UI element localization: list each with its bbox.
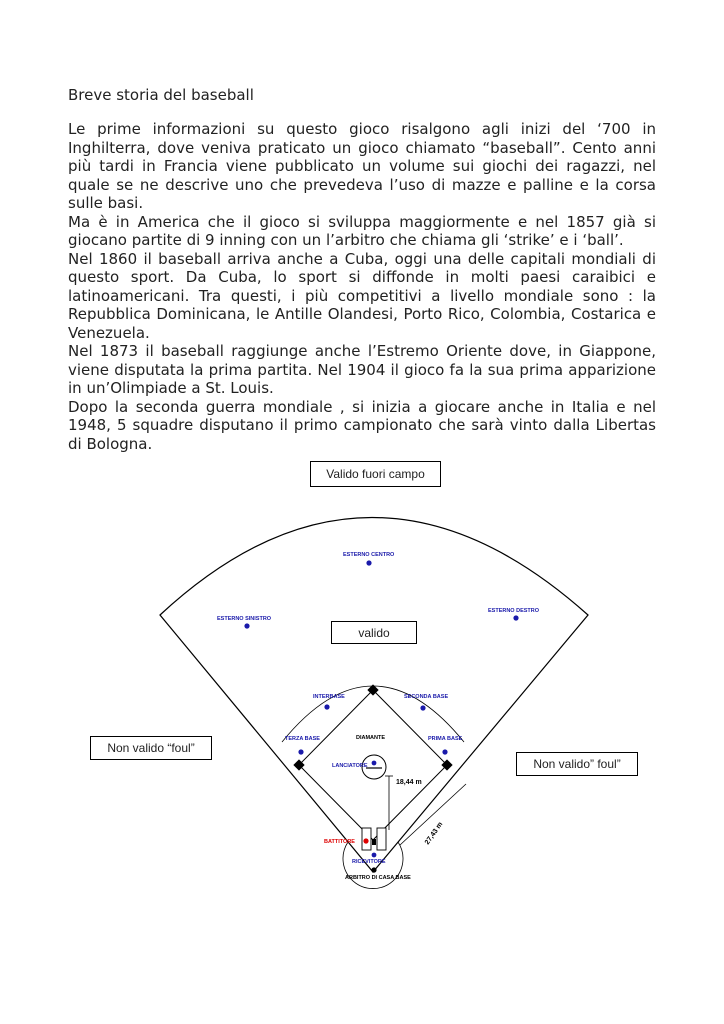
second-baseman-dot — [420, 705, 425, 710]
third-baseman-dot — [298, 749, 303, 754]
label-terza-base: TERZA BASE — [285, 736, 320, 742]
label-arbitro: ARBITRO DI CASA BASE — [345, 875, 411, 881]
home-plate-circle — [343, 842, 403, 889]
left-fielder-dot — [244, 623, 249, 628]
right-fielder-dot — [513, 615, 518, 620]
base-distance-label: 27,43 m — [423, 821, 445, 847]
shortstop-dot — [324, 704, 329, 709]
label-ricevitore: RICEVITORE — [352, 859, 386, 865]
box-valido: valido — [331, 621, 417, 644]
label-diamante: DIAMANTE — [356, 735, 386, 741]
label-lanciatore: LANCIATORE — [332, 763, 368, 769]
batter-box-right — [377, 828, 386, 850]
pitch-distance-label: 18,44 m — [396, 779, 422, 786]
pitcher-dot — [372, 761, 377, 766]
paragraph: Dopo la seconda guerra mondiale , si inizia a giocare anche in Italia e nel 1948, 5 squadre disputano il primo campionato che sarà vinto dalla Libertas di Bologna. — [68, 397, 656, 453]
label-esterno-sinistro: ESTERNO SINISTRO — [217, 616, 272, 622]
page-title: Breve storia del baseball — [68, 86, 254, 104]
center-fielder-dot — [366, 560, 371, 565]
batter-dot — [363, 838, 368, 843]
first-baseman-dot — [442, 749, 447, 754]
umpire-dot — [371, 867, 376, 872]
catcher-dot — [372, 853, 377, 858]
home-plate — [372, 839, 376, 845]
label-esterno-destro: ESTERNO DESTRO — [488, 608, 540, 614]
label-esterno-centro: ESTERNO CENTRO — [343, 552, 395, 558]
outfield-boundary — [160, 518, 588, 873]
paragraph: Ma è in America che il gioco si sviluppa maggiormente e nel 1857 già si giocano partite di 9 inning con un l’arbitro che chiama gli ‘strike’ e i ‘ball’. — [68, 212, 656, 249]
paragraph: Le prime informazioni su questo gioco risalgono agli inizi del ‘700 in Inghilterra, dove veniva praticato un gioco chiamato “baseball”. Cento anni più tardi in Francia viene pubblicato un volume sui giochi dei ragazzi, nel quale se ne descrive uno che prevedeva l’uso di mazze e palline e la corsa sulle basi. — [68, 120, 656, 212]
paragraph: Nel 1860 il baseball arriva anche a Cuba, oggi una delle capitali mondiali di questo sport. Da Cuba, lo sport si diffonde in molti paesi caraibici e latinoamericani. Tra questi, i più competitivi a livello mondiale sono : la Repubblica Dominicana, le Antille Olandesi, Porto Rico, Colombia, Costarica e Venezuela. — [68, 249, 656, 342]
label-prima-base: PRIMA BASE — [428, 736, 463, 742]
box-foul-right: Non valido” foul” — [516, 752, 638, 776]
label-seconda-base: SECONDA BASE — [404, 694, 449, 700]
paragraph: Nel 1873 il baseball raggiunge anche l’Estremo Oriente dove, in Giappone, viene disputata la prima partita. Nel 1904 il gioco fa la sua prima apparizione in un’Olimpiade a St. Louis. — [68, 342, 656, 397]
box-valido-fuori-campo: Valido fuori campo — [310, 461, 441, 487]
box-foul-left: Non valido “foul” — [90, 736, 212, 760]
label-interbase: INTERBASE — [313, 694, 345, 700]
label-battitore: BATTITORE — [324, 839, 355, 845]
